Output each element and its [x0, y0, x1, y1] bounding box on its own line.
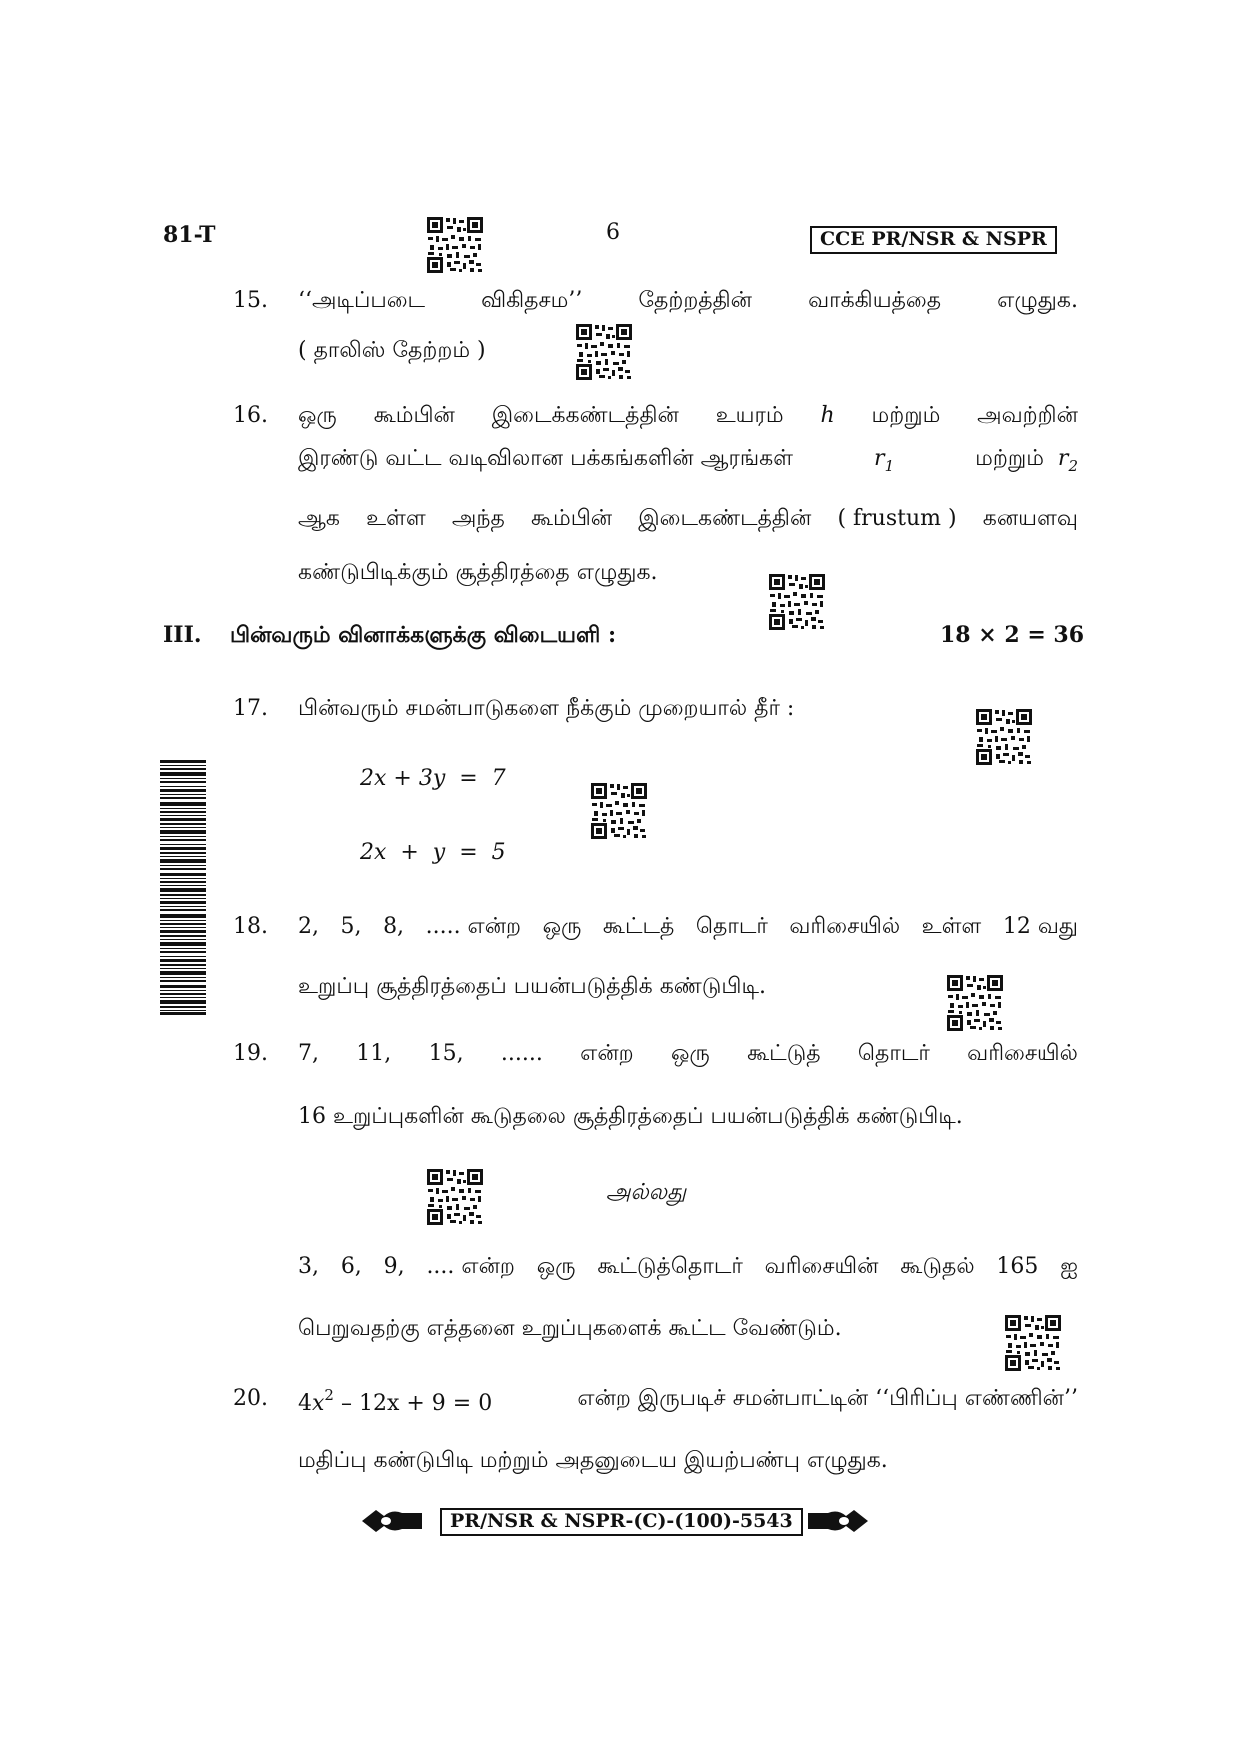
qr-code-icon — [426, 216, 484, 274]
question-text: ( frustum ) — [837, 506, 957, 531]
math-variable: x — [312, 1391, 325, 1416]
question-text: வரிசையில் — [789, 914, 901, 939]
question-text: கூடுதல் — [900, 1254, 975, 1279]
question-text: வரிசையின் — [764, 1254, 879, 1279]
or-separator: அல்லது — [606, 1180, 687, 1205]
qr-code-icon — [1004, 1314, 1062, 1372]
qr-code-icon — [590, 782, 648, 840]
barcode-icon — [160, 760, 206, 1015]
question-text: கூட்டுத்தொடர் — [597, 1254, 743, 1279]
page-number: 6 — [606, 220, 620, 245]
equation-2: 2x + y = 5 — [360, 840, 506, 865]
question-19-alt-line-1 — [298, 1256, 1078, 1278]
question-text: அவற்றின் — [977, 403, 1078, 428]
math-coefficient: 4 — [298, 1391, 312, 1416]
question-19-alt-line-2: பெறுவதற்கு எத்தனை உறுப்புகளைக் கூட்ட வேண்டும். — [298, 1316, 842, 1341]
left-ornament-icon — [362, 1508, 424, 1534]
question-20-line-1 — [298, 1388, 1078, 1415]
question-text: 5, — [340, 914, 362, 939]
qr-code-icon — [975, 708, 1033, 766]
qr-code-icon — [946, 974, 1004, 1032]
question-19-line-1 — [298, 1043, 1078, 1065]
question-text: 8, — [383, 914, 405, 939]
question-15-line-2: ( தாலிஸ் தேற்றம் ) — [298, 338, 486, 363]
qr-code-icon — [768, 573, 826, 631]
question-text: அந்த — [451, 506, 505, 531]
question-text: 3, — [298, 1254, 319, 1279]
question-text: ..... என்ற — [425, 914, 522, 939]
question-text: ஒரு — [542, 914, 582, 939]
question-text: தொடர் — [695, 914, 768, 939]
question-text: என்ற இருபடிச் சமன்பாட்டின் ‘‘பிரிப்பு எண்ணின்’’ — [577, 1386, 1078, 1411]
question-text: இடைகண்டத்தின் — [638, 506, 812, 531]
math-variable: r — [874, 446, 885, 471]
question-text: ஒரு — [298, 403, 337, 428]
question-text: விகிதசம’’ — [481, 288, 583, 313]
question-15-line-1 — [298, 290, 1078, 312]
radius-r1 — [874, 448, 894, 474]
question-text: உள்ள — [366, 506, 426, 531]
question-text: வரிசையில் — [967, 1041, 1078, 1066]
section-numeral: III. — [163, 622, 202, 648]
question-text: தேற்றத்தின் — [638, 288, 752, 313]
question-text: ஐ — [1060, 1254, 1078, 1279]
math-subscript: 1 — [884, 457, 895, 475]
question-text: மற்றும் — [871, 403, 941, 428]
question-text: ...... — [500, 1041, 543, 1066]
section-marks: 18 × 2 = 36 — [940, 622, 1085, 648]
question-text: கூட்டுத் — [747, 1041, 821, 1066]
question-number: 15. — [233, 288, 268, 313]
question-16-line-2 — [298, 448, 1078, 474]
question-text: 15, — [428, 1041, 464, 1066]
question-text: ஒரு — [670, 1041, 710, 1066]
question-text: கூம்பின் — [373, 403, 455, 428]
question-text: இரண்டு வட்ட வடிவிலான பக்கங்களின் ஆரங்கள் — [298, 446, 794, 471]
question-text: தொடர் — [857, 1041, 930, 1066]
question-text: .... என்ற — [426, 1254, 515, 1279]
section-title: பின்வரும் வினாக்களுக்கு விடையளி : — [230, 622, 617, 648]
question-18-line-2: உறுப்பு சூத்திரத்தைப் பயன்படுத்திக் கண்டுபிடி. — [298, 974, 766, 999]
question-20-line-2: மதிப்பு கண்டுபிடி மற்றும் அதனுடைய இயற்பண்பு எழுதுக. — [298, 1448, 888, 1473]
question-number: 19. — [233, 1041, 268, 1066]
question-text: கூட்டத் — [602, 914, 675, 939]
question-text: கூம்பின் — [530, 506, 613, 531]
math-expression: – 12x + 9 = 0 — [333, 1391, 493, 1416]
question-17-text: பின்வரும் சமன்பாடுகளை நீக்கும் முறையால் தீர் : — [298, 696, 795, 721]
question-text: உயரம் — [715, 403, 784, 428]
right-ornament-icon — [806, 1508, 868, 1534]
question-19-line-2: 16 உறுப்புகளின் கூடுதலை சூத்திரத்தைப் பயன்படுத்திக் கண்டுபிடி. — [298, 1104, 963, 1129]
question-number: 18. — [233, 914, 268, 939]
question-16-line-3 — [298, 508, 1078, 530]
footer-code-box: PR/NSR & NSPR-(C)-(100)-5543 — [440, 1508, 803, 1536]
question-16-line-1 — [298, 405, 1078, 427]
math-exponent: 2 — [324, 1386, 334, 1404]
question-text: 165 — [996, 1254, 1039, 1279]
question-text: 2, — [298, 914, 319, 939]
question-text: வாக்கியத்தை — [808, 288, 942, 313]
exam-code-box: CCE PR/NSR & NSPR — [810, 226, 1057, 254]
question-text: 7, — [298, 1041, 319, 1066]
question-text: இடைக்கண்டத்தின் — [491, 403, 679, 428]
math-variable: h — [820, 403, 835, 428]
question-text: 9, — [383, 1254, 405, 1279]
question-text: ஆக — [298, 506, 340, 531]
question-text: கனயளவு — [982, 506, 1078, 531]
question-text: ஒரு — [536, 1254, 576, 1279]
equation-1: 2x + 3y = 7 — [360, 766, 506, 791]
question-18-line-1 — [298, 916, 1078, 938]
paper-code: 81-T — [163, 222, 216, 248]
qr-code-icon — [426, 1168, 484, 1226]
quadratic-equation — [298, 1388, 492, 1415]
question-number: 20. — [233, 1386, 268, 1411]
question-number: 17. — [233, 696, 268, 721]
question-text: 6, — [340, 1254, 362, 1279]
question-text: 11, — [356, 1041, 392, 1066]
question-16-line-4: கண்டுபிடிக்கும் சூத்திரத்தை எழுதுக. — [298, 560, 658, 585]
question-text: 12 வது — [1002, 914, 1078, 939]
and-r2 — [975, 448, 1078, 474]
question-text: உள்ள — [921, 914, 982, 939]
math-variable: r — [1057, 446, 1069, 471]
question-text: எழுதுக. — [997, 288, 1078, 313]
question-text: என்ற — [580, 1041, 634, 1066]
question-number: 16. — [233, 403, 268, 428]
math-subscript: 2 — [1068, 457, 1078, 475]
qr-code-icon — [575, 323, 633, 381]
question-text: ‘‘அடிப்படை — [298, 288, 426, 313]
question-text: மற்றும் — [975, 446, 1044, 471]
